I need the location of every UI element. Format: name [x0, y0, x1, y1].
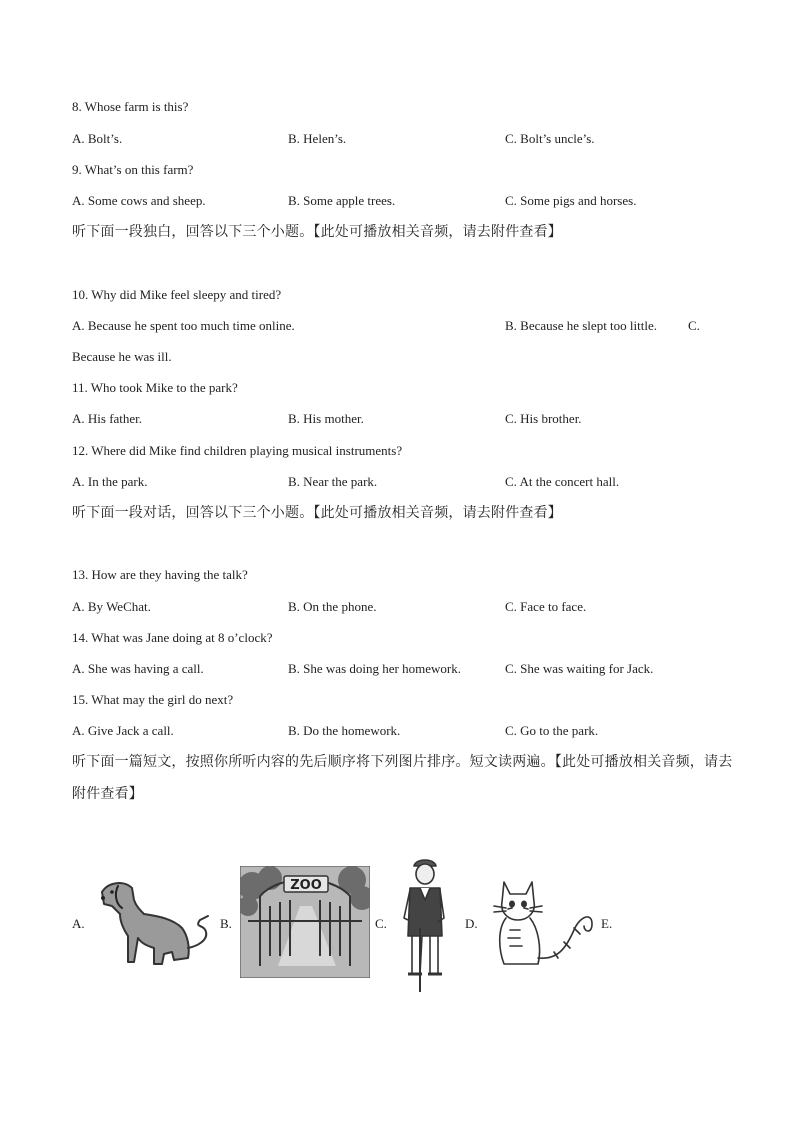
q10-option-c-letter: C. — [688, 318, 700, 333]
cat-picture — [488, 878, 596, 970]
q10-option-a: A. Because he spent too much time online. — [72, 318, 295, 333]
old-man-picture — [398, 856, 454, 996]
q14-option-b: B. She was doing her homework. — [288, 661, 461, 676]
question-15: 15. What may the girl do next? — [72, 692, 234, 707]
q14-option-a: A. She was having a call. — [72, 661, 204, 676]
dog-picture — [98, 878, 218, 968]
q12-option-a: A. In the park. — [72, 474, 148, 489]
q9-option-a: A. Some cows and sheep. — [72, 193, 206, 208]
picture-label-a: A. — [72, 916, 85, 931]
q10-option-c-text: Because he was ill. — [72, 349, 172, 364]
picture-label-c: C. — [375, 916, 387, 931]
q14-option-c: C. She was waiting for Jack. — [505, 661, 654, 676]
q8-option-c: C. Bolt’s uncle’s. — [505, 131, 595, 146]
q11-option-c: C. His brother. — [505, 411, 582, 426]
q11-option-b: B. His mother. — [288, 411, 364, 426]
q13-option-a: A. By WeChat. — [72, 599, 151, 614]
question-13: 13. How are they having the talk? — [72, 567, 248, 582]
passage-instruction-line2: 附件查看】 — [72, 786, 143, 802]
q15-option-c: C. Go to the park. — [505, 723, 599, 738]
q9-option-b: B. Some apple trees. — [288, 193, 396, 208]
picture-label-b: B. — [220, 916, 232, 931]
q11-option-a: A. His father. — [72, 411, 143, 426]
picture-label-d: D. — [465, 916, 478, 931]
q10-option-b: B. Because he slept too little. — [505, 318, 657, 333]
question-10: 10. Why did Mike feel sleepy and tired? — [72, 287, 282, 302]
picture-label-e: E. — [601, 916, 613, 931]
q15-option-a: A. Give Jack a call. — [72, 723, 174, 738]
question-11: 11. Who took Mike to the park? — [72, 380, 238, 395]
q9-option-c: C. Some pigs and horses. — [505, 193, 637, 208]
question-8: 8. Whose farm is this? — [72, 99, 189, 114]
q15-option-b: B. Do the homework. — [288, 723, 401, 738]
monologue-instruction: 听下面一段独白，回答以下三个小题。【此处可播放相关音频，请去附件查看】 — [72, 224, 562, 240]
q13-option-c: C. Face to face. — [505, 599, 587, 614]
passage-instruction-line1: 听下面一篇短文，按照你所听内容的先后顺序将下列图片排序。短文读两遍。【此处可播放相关音频，请去 — [72, 754, 733, 770]
q8-option-a: A. Bolt’s. — [72, 131, 123, 146]
question-12: 12. Where did Mike find children playing musical instruments? — [72, 443, 403, 458]
zoo-gate-picture — [240, 866, 370, 978]
q12-option-b: B. Near the park. — [288, 474, 378, 489]
dialogue-instruction: 听下面一段对话，回答以下三个小题。【此处可播放相关音频，请去附件查看】 — [72, 505, 562, 521]
zoo-sign-text: ZOO — [290, 878, 322, 893]
q13-option-b: B. On the phone. — [288, 599, 377, 614]
q8-option-b: B. Helen’s. — [288, 131, 347, 146]
question-9: 9. What’s on this farm? — [72, 162, 194, 177]
question-14: 14. What was Jane doing at 8 o’clock? — [72, 630, 273, 645]
q12-option-c: C. At the concert hall. — [505, 474, 620, 489]
